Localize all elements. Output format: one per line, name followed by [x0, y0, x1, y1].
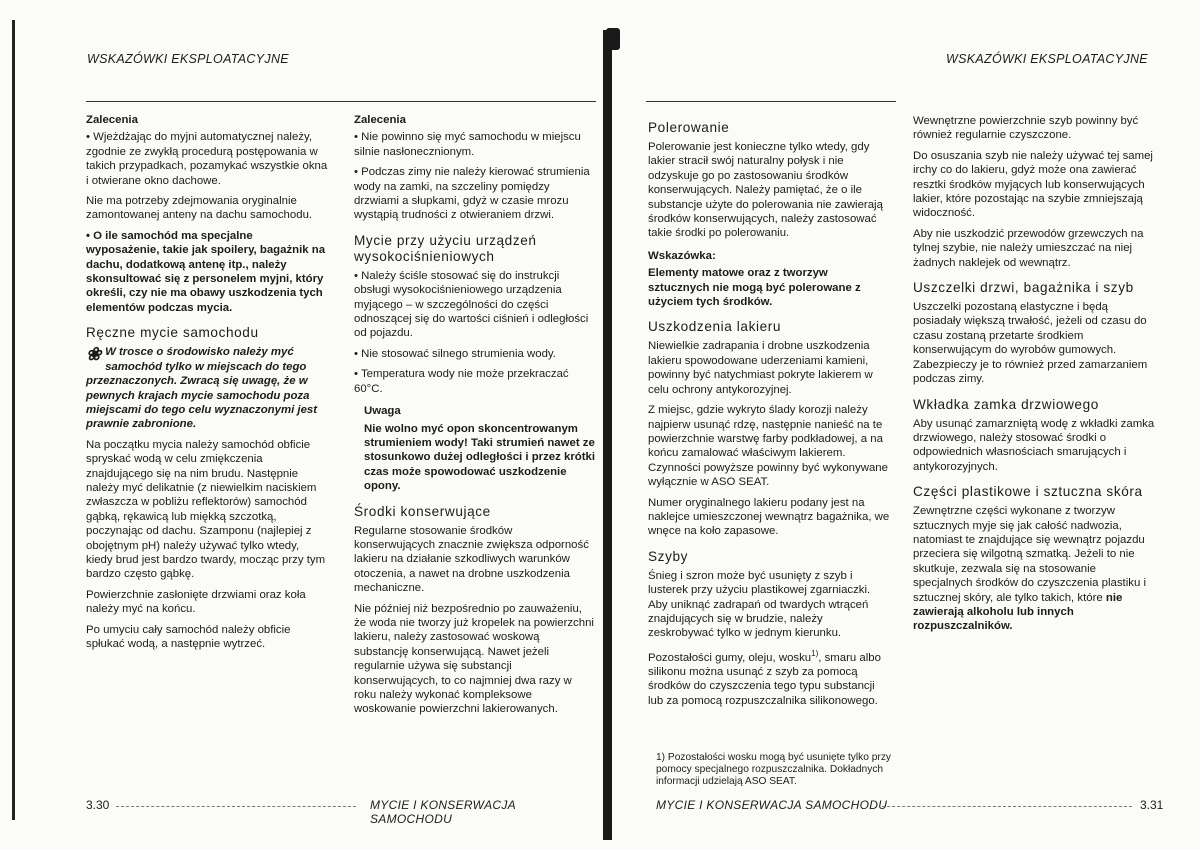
paragraph: Z miejsc, gdzie wykryto ślady korozji należy najpierw usunąć rdzę, następnie nanieść na te powierzchnie warstwę farby podkładowej, a na końcu zamalować właściwym lakierem. Czynności powyższe powinny być wykonywane wyłącznie w ASO SEAT.	[648, 404, 888, 489]
footer-leader	[882, 806, 1132, 807]
warning-heading: Uwaga	[364, 405, 401, 418]
paragraph: • Nie powinno się myć samochodu w miejscu silnie nasłonecznionym.	[354, 131, 581, 158]
paragraph: Aby usunąć zamarzniętą wodę z wkładki zamka drzwiowego, należy stosować środki o odpowiednich własnościach smarujących i antykorozyjnych.	[913, 417, 1155, 473]
header-rule	[86, 101, 596, 102]
paragraph: Nie ma potrzeby zdejmowania oryginalnie zamontowanej anteny na dachu samochodu.	[86, 195, 313, 222]
page-number: 3.30	[86, 798, 110, 812]
footnote-text: Pozostałości wosku mogą być usunięte tylko przy pomocy specjalnego rozpuszczalnika. Dokładnych informacji udzielają ASO SEAT.	[656, 752, 892, 787]
paragraph: Do osuszania szyb nie należy używać tej samej irchy co do lakieru, gdyż może ona zawierać resztki środków myjących lub konserwujących lakier, które pozostając na szybie zmniejszają widoczność.	[913, 149, 1153, 220]
section-heading: Uszczelki drzwi, bagażnika i szyb	[913, 280, 1134, 296]
paragraph: Śnieg i szron może być usunięty z szyb i lusterek przy użyciu plastikowej zgarniaczki. Aby uniknąć zadrapań od twardych wtrąceń znajdujących się w brudzie, należy zeskrobywać tylko w jednym kierunku.	[648, 569, 871, 640]
paragraph: • Nie stosować silnego strumienia wody.	[354, 347, 556, 360]
paragraph: • Temperatura wody nie może przekraczać 60°C.	[354, 368, 569, 395]
flower-icon: ❀	[86, 344, 102, 365]
text-part-bold: nie zawierają alkoholu lub innych rozpuszczalników.	[913, 591, 1123, 633]
paragraph: • Należy ściśle stosować się do instrukcji obsługi wysokociśnieniowego urządzenia myjącego – w szczególności do części odnoszącej się do wartości ciśnień i odległości od pojazdu.	[354, 269, 589, 340]
text-part: , smaru albo silikonu można usunąć z szyb za pomocą środków do czyszczenia tego typu substancji lub za pomocą rozpuszczalnika silikonowego.	[648, 651, 881, 707]
paragraph-bold: • O ile samochód ma specjalne wyposażenie, takie jak spoilery, bagażnik na dachu, dodatkową antenę itp., należy skonsultować się z personelem myjni, który określi, czy nie ma obawy uszkodzenia tych elementów podczas mycia.	[86, 229, 326, 314]
eco-note-text: W trosce o środowisko należy myć samochód tylko w miejscach do tego przeznaczonych. Zwracą się uwagę, że w pewnych krajach mycie samochodu poza miejscami do tego celu wyznaczonymi jest prawnie zabronione.	[86, 346, 318, 431]
paragraph: • Wjeżdżając do myjni automatycznej należy, zgodnie ze zwykłą procedurą postępowania w takich przypadkach, pozamykać wszystkie okna i otwierane okno dachowe.	[86, 131, 328, 187]
eco-note	[86, 345, 328, 431]
paragraph: Numer oryginalnego lakieru podany jest na naklejce umieszczonej wewnątrz bagażnika, we wnęce na koło zapasowe.	[648, 496, 890, 538]
right-page	[600, 0, 1200, 850]
hint-text: Elementy matowe oraz z tworzyw sztucznych nie mogą być polerowane z użyciem tych środków.	[648, 267, 861, 309]
paragraph: Na początku mycia należy samochód obficie spryskać wodą w celu zmiękczenia znajdującego się na nim brudu. Następnie należy myć delikatnie (z niewielkim naciskiem zwłaszcza w pobliżu reflektorów) samochód gąbką, rękawicą lub miękką szczotką, poczynając od dachu. Szamponu (najlepiej z obojętnym pH) należy używać tylko wtedy, kiedy brud jest bardzo twardy, mocząc przy tym bardzo często gąbkę.	[86, 438, 326, 581]
footnote-ref: 1)	[811, 648, 819, 658]
column-left-1	[86, 113, 328, 657]
paragraph: Po umyciu cały samochód należy obficie spłukać wodą, a następnie wytrzeć.	[86, 623, 291, 650]
running-header: WSKAZÓWKI EKSPLOATACYJNE	[946, 52, 1148, 66]
column-right-1	[648, 120, 890, 714]
paragraph: Uszczelki pozostaną elastyczne i będą posiadały większą trwałość, jeżeli od czasu do czasu zostaną przetarte środkiem konserwującym do wyrobów gumowych. Zabezpieczy je to również przed zamarzaniem podczas zimy.	[913, 301, 1148, 386]
running-header: WSKAZÓWKI EKSPLOATACYJNE	[87, 52, 289, 66]
column-left-2	[354, 113, 596, 723]
header-rule	[646, 101, 896, 102]
binding-edge	[12, 20, 15, 820]
footnote	[656, 752, 896, 788]
paragraph: • Podczas zimy nie należy kierować strumienia wody na zamki, na szczeliny pomiędzy drzwiami a słupkami, gdyż w czasie mrozu wystąpią trudności z otwieraniem drzwi.	[354, 166, 590, 222]
section-heading: Mycie przy użyciu urządzeń wysokociśnieniowych	[354, 232, 537, 264]
hint-heading: Wskazówka:	[648, 249, 716, 262]
warning-text: Nie wolno myć opon skoncentrowanym strumieniem wody! Taki strumień nawet ze stosunkowo dużej odległości i przez krótki czas może spowodować uszkodzenie opony.	[364, 422, 596, 493]
paragraph: Powierzchnie zasłonięte drzwiami oraz koła należy myć na końcu.	[86, 588, 306, 616]
section-heading: Zalecenia	[354, 114, 406, 126]
section-heading: Wkładka zamka drzwiowego	[913, 396, 1099, 412]
page-number: 3.31	[1140, 798, 1164, 812]
section-heading: Środki konserwujące	[354, 503, 491, 519]
paragraph: Polerowanie jest konieczne tylko wtedy, gdy lakier stracił swój naturalny połysk i nie odzyskuje go po zastosowaniu środków konserwujących. Należy pamiętać, że o ile substancje użyte do polerowania nie zawierają środków konserwujących, należy zastosować takie środki po polerowaniu.	[648, 141, 883, 240]
paragraph: Regularne stosowanie środków konserwujących znacznie zwiększa odporność lakieru na działanie szkodliwych warunków otoczenia, a nawet na drobne uszkodzenia mechaniczne.	[354, 524, 589, 595]
section-heading: Części plastikowe i sztuczna skóra	[913, 484, 1143, 500]
section-heading: Szyby	[648, 548, 689, 564]
footnote-number: 1)	[656, 752, 666, 763]
text-part: Pozostałości gumy, oleju, wosku	[648, 651, 812, 664]
column-right-2	[913, 114, 1155, 640]
paragraph	[913, 504, 1155, 634]
footer-leader	[116, 806, 356, 807]
paragraph	[648, 647, 890, 708]
paragraph: Wewnętrzne powierzchnie szyb powinny być również regularnie czyszczone.	[913, 115, 1139, 142]
section-heading: Zalecenia	[86, 114, 138, 126]
paragraph: Nie później niż bezpośrednio po zauważeniu, że woda nie tworzy już kropelek na powierzchni lakieru, należy zastosować woskową substancję konserwującą. Nawet jeżeli regularnie używa się substancji konserwujących, to co najmniej dwa razy w roku należy wykonać kompleksowe woskowanie powierzchni lakierowanych.	[354, 602, 594, 716]
section-heading: Uszkodzenia lakieru	[648, 319, 782, 335]
section-heading: Polerowanie	[648, 120, 730, 135]
paragraph: Aby nie uszkodzić przewodów grzewczych na tylnej szybie, nie należy umieszczać na niej żadnych naklejek od wewnątrz.	[913, 227, 1144, 269]
text-part: Zewnętrzne części wykonane z tworzyw sztucznych myje się jak całość nadwozia, natomiast te znajdujące się wewnątrz pojazdu przeciera się wilgotną szmatką. Jeżeli to nie skutkuje, zezwala się na stosowanie specjalnych środków do czyszczenia plastiku i sztucznej skóry, ale tylko takich, które	[913, 505, 1146, 604]
paragraph: Niewielkie zadrapania i drobne uszkodzenia lakieru spowodowane uderzeniami kamieni, powinny być natychmiast pokryte lakierem w celu ochrony antykorozyjnej.	[648, 340, 873, 396]
footer-title: MYCIE I KONSERWACJA SAMOCHODU	[370, 798, 516, 826]
footer-title: MYCIE I KONSERWACJA SAMOCHODU	[656, 798, 888, 812]
section-heading: Ręczne mycie samochodu	[86, 325, 259, 341]
